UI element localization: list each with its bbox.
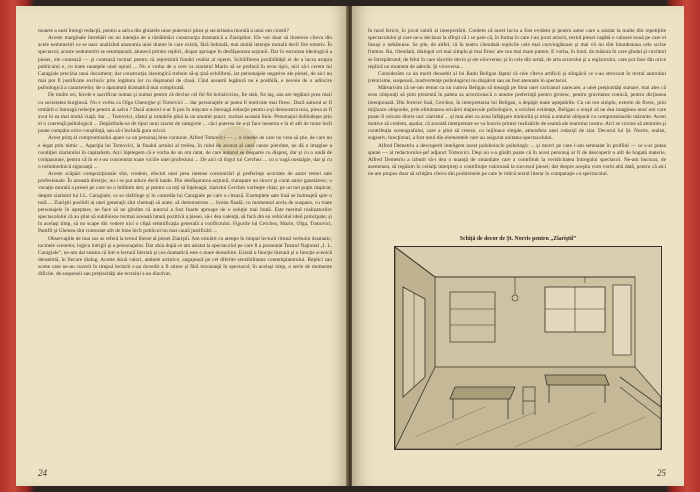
page-number-right: 25 bbox=[657, 468, 666, 478]
set-sketch-drawing bbox=[395, 247, 661, 449]
left-paragraph: moarte a unei întregi redacţii, pentru a salva din ghiarele unor puternici pitea şi securitatea morală a unui om cinstit? bbox=[38, 28, 289, 34]
left-paragraph: De multe ori, bicele e sacrificat numai şi numai pentru că devine cel fel fie bolnăvicios, fie slab, fie laş, sau are legături prea mari cu societatea burgheză. Nu e vorba ca Olga Gheorghe şi Tomovici ... dar personajele ar putea fi motivate mai firesc. Dacă autorul ar fi urmărit o întreagă redacţie pentru ai salva ? Dacă autorul n-ar fi pus în mişcare o întreagă redacţie pentru a-şi demonstra teza, piesa ar fi avut în ea mai multă viaţă; dar ... Tomovici, sfatul şi urmările pînă la un anumit punct, tocmai această linie. Personajul dobîndeşte prin el o coerenţă psihologică ... Depărtîndu-se de tipul unui ziarist de categorie ... căci puterea de a-şi face meseria e la el atît de mare încît poate cumpăra orice conştiinţă, sau să-i închidă gura oricui. bbox=[38, 92, 332, 135]
left-paragraph: Aceste scăpări compoziţionale sînt, credem, efectul unei prea intense concentrări şi preferinţe acordate de autor temei sale profesionale. În această direcţie, nu i se pot aduce decît laude. Din desfăşurarea acţiunii, transpare un sincer şi curat amor gazetăresc; o vocaţie morală a presei pe care nu o întîlnim des; şi pentru ca toţi să înţeleagă, ziaristul Cerchez vorbeşte chiar, pe un ton puţin răspicat, despre ziaristul lui I.L. Caragiale, ce se răsfrînge şi în comedia lui Caragiale pe care o citează. Exemplele sale însă se îndreaptă spre o teză ... Ziariştii posibili ai unei generaţii sînt chemaţi să arate, să demonstreze ... Scena finală, cu momentul acela de suspans, cu toate personajele în aşteptare, ne face să ne gîndim că autorul a fost foarte aproape de o soluţie mai bună. Este meritul realizatorilor spectacolului că au ştiut să sublinieze tocmai această latură pozitivă a piesei, să-i dea valenţă, să facă din ea vehiculul ideii principale; şi în acelaşi timp, să nu scape din vedere nici o clipă semnificaţia generală a conflictului. Figurile lui Cerchez, Marin, Olga, Tomovici, Pamfil şi Ghenea sînt conturate atît de bine încît publicul nu mai caută justificări ... bbox=[38, 171, 332, 235]
right-body-text bbox=[368, 28, 666, 178]
right-paragraph: Considerăm ca un merit deosebit al lui Radu Beligan faptul că cele cîteva artificii şi stîngăcii ce s-au strecurat în textul autorului (retorisme, suspensii, inadvertenţe psihologice) nu dispărut sau au fost atenuate în spectacol. bbox=[368, 70, 666, 85]
right-paragraph: în mod fericit, în jocul subtil al interpretării. Credem că acest lucru a fost evident şi pentru autor care a asistat la multe din repetiţiile spectacolului şi care ne-a declarat la sfîrşit că i se pare că, în forma în care l-au jucat actorii, textul piesei capătă o valoare nouă pe care el însuşi o nebănuise. Se ştie, de altfel, că în teatru cîteodată replicile cele mai convingătoare şi mai vii nu sînt întotdeauna cele scrise frumos. Ba, cîteodată, dialogul cel mai simplu şi mai firesc are cea mai mare putere. E vorba, în fond, de măsura în care gîndul şi cuvîntul se întrepătrund; de felul în care tăcerile devin şi ele elocvente; şi în cele din urmă, de arta actorului şi a regizorului, care pot face din orice replică un moment de adevăr. Şi viceversa... bbox=[368, 28, 666, 70]
left-page bbox=[16, 6, 348, 486]
left-paragraph: Aceste marginale întrebări nu au intenţia de a răstălmăci construcţia dramatică a Ziariştilor. Ele vor doar să ilustreze cîteva din acele nedumeriri ce se nasc analizînd anatomia unei drame în care există, fără îndoială, mai multă intenţie morală decît fior emotiv. În spectacol, aceste nedumeriri se estompează, alunecă printre replici, dispar aproape în desfăşurarea acţiunii. Dar în ostruirea ideologică a piesei, ele contează — şi contează tocmai pentru că reprezintă fondul realist al operei. Schilifierea posibilităţii ei de a lucra asupra publicului e, cu toate nuanţele unei opinii ... Nu e vorba de a cere ca ziaristul Marin să se prefacă în erou tipic, nici să-i cerem lui Caragiale precizia unui document; dar construcţia ideologică trebuie să-şi ţină echilibrul, iar personajele negative ale piesei, de aici nu mai pot fi justificate exclusiv prin legătura lor cu duşmanul de clasă. Cînd această legătură nu e posibilă, e nevoie de o adîncire psihologică a caracterelor, de o aparatură dramatică mai complicată. bbox=[38, 35, 332, 92]
left-paragraph: Acest prinţ al compromisului apare ca un personaj bine conturat. Alfred Tomovici — ... o chestie de care nu vrea să ştie, de care nu e legat prin nimic ... Apariţia lui Tomovici, la finalul actului al treilea, în rolul de avocat al unei cauze pierdute, ne dă o imagine a condiţiei ziaristului în capitalism. Aici înţelegem că e vorba de un om ratat, de care autorul se desparte cu dispreţ, dar şi cu o undă de compasiune, pentru că în el s-au concentrat toate viciile unei profesiuni ... De aici că tîrgul lui Cerchez ... cu o vagă nostalgie, dar şi cu o neîndoielnică siguranţă ... bbox=[38, 135, 332, 170]
stage-set-sketch bbox=[394, 246, 662, 450]
left-paragraph: Observaţiile de mai sus se referă la textul literar al piesei Ziariştii. Am urmărit cu atenţie în timpul lecturii ritmul verbului dramatic, tocmele scenelor, logica intrigii şi a personajelor. Dar abia după ce am asistat la spectacolul pe care îl a prezentat Teatrul Naţional „I. L. Caragiale”, ne-am dat seama că într-o lectură literară şi cea dramatică este o mare deosebire. Există o funcţie literară şi o funcţie scenică deosebită, în fiecare dialog. Aceste două valori, ambele artistice, angajează pe cel diferite sensibilitatea contemplatorului. Replici sau scene care ne-au cucerit în timpul lecturii s-au dovedit a fi stinse şi fără rezonanţă în spectacol; în acelaşi timp, o serie de momente dificile, de suspensii sau preţiozităţi ale textului s-au dizolvat, bbox=[38, 235, 332, 278]
right-page bbox=[352, 6, 684, 486]
right-paragraph: Mărturisim că ne-am temut ca nu cumva Beligan să meargă pe linia unei caricaturi oarecare, a unei preţiozităţi stanare, mai ales că erau obişnuiţi să ştim prezentă în paleta sa actoricească o anume preferinţă pentru grotesc, pentru gravitatea comică, pentru dicţiunea intenţionată. Din fericire însă, Cerchez, în interpretarea lui Beligan, a depăşit toate aşteptările. Cu un ton simplu, extrem de firesc, prin mijloace obişnuite, prin eliminarea oricărei majuscule psihologice, a oricărei evidenţe, Beligan a reuşit să ne dea imaginea unui om care poate fi oricare dintre noi: ziaristul ... şi mai ales cu acea înfăţişare mohorîtă şi tristă a omului obişnuit cu compromisurile mărunte. Avem motive să credem, aşadar, că această interpretare se va înscrie printre realizările de seamă ale teatrului nostru. Aici se cuvine să amintim şi contribuţia scenografului, care a ştiut să creeze, cu mijloace simple, atmosfera unei redacţii de ziar. Decorul lui Şt. Norris, realist, sugestiv, funcţional, a fost unul din elementele care au asigurat unitatea spectacolului. bbox=[368, 85, 666, 142]
figure-caption: Schiţă de decor de Şt. Norris pentru „Ziariştii” bbox=[459, 236, 577, 242]
right-paragraph: Alfred Demetriu a descoperit inteligent acest polobolocle psihologic ... şi morcl pe care l-am semnalat în profilul — ce s-ar putea spune — al redactorului-şef adjunct Tomovici. Deşi nu s-a gîndit poate că în acest personaj ar fi de descoperit o atît de bogată materie, Alfred Demetriu a izbutit să-i dea o nuanţă de umanitate care a contribuit la veridicitatea întregului spectacol. Ne-am bucurat, de asemenea, să regăsim în ceilalţi interpreţi o contribuţie valoroasă la succesul piesei; dar despre aceştia vom vorbi altă dată, pentru că aici ne-am propus doar să schiţăm cîteva din problemele pe care le ridică textul literar în comparaţie cu spectacolul. bbox=[368, 142, 666, 178]
left-body-text bbox=[38, 28, 332, 278]
page-number-left: 24 bbox=[38, 468, 47, 478]
